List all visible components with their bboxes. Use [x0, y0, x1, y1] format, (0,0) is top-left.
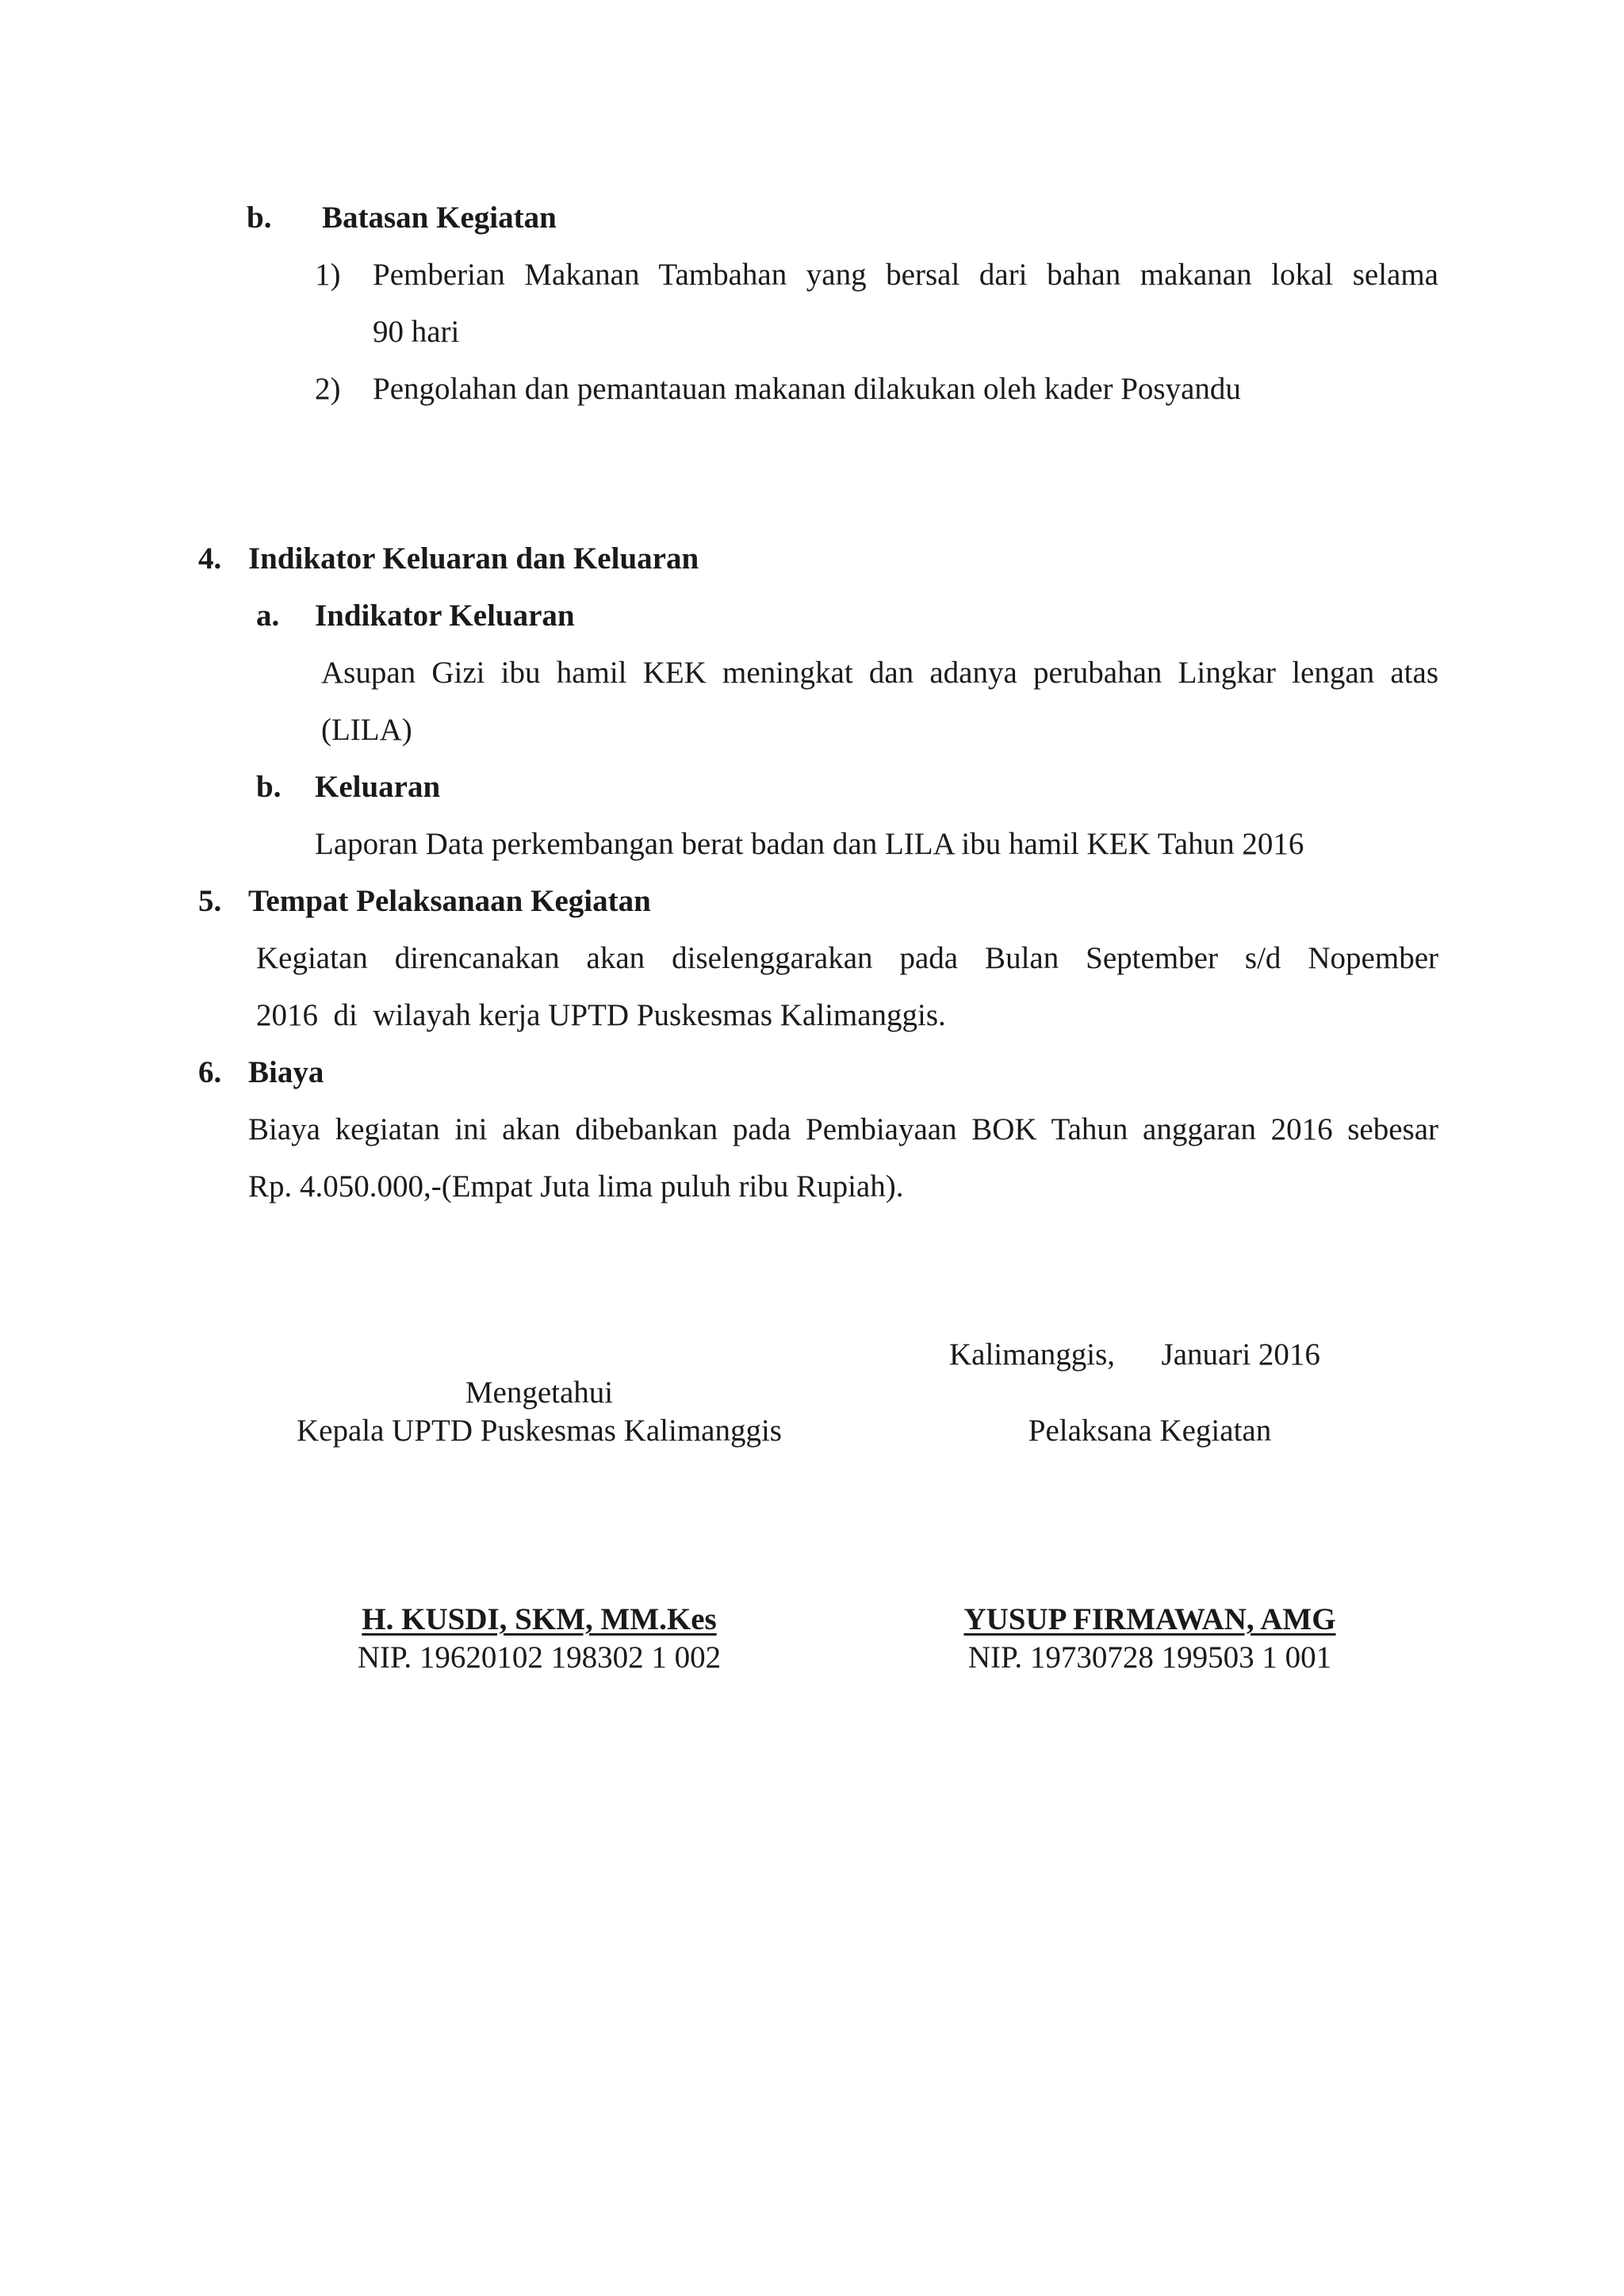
- right-signer-nip: NIP. 19730728 199503 1 001: [967, 1640, 1332, 1674]
- section-6-number: 6.: [198, 1055, 222, 1089]
- section-6-text-continued: Rp. 4.050.000,-(Empat Juta lima puluh ribu Rupiah).: [248, 1169, 904, 1203]
- list-item-number: 1): [315, 258, 341, 292]
- section-4a-text: Asupan Gizi ibu hamil KEK meningkat dan adanya perubahan Lingkar lengan atas: [321, 656, 1438, 690]
- section-4-title: Indikator Keluaran dan Keluaran: [248, 541, 699, 576]
- section-5-text-continued: 2016 di wilayah kerja UPTD Puskesmas Kalimanggis.: [256, 998, 946, 1032]
- left-signer-nip: NIP. 19620102 198302 1 002: [357, 1640, 722, 1674]
- list-item-number: 2): [315, 372, 341, 406]
- list-item-text: Pemberian Makanan Tambahan yang bersal dari bahan makanan lokal selama: [373, 258, 1438, 292]
- section-4-number: 4.: [198, 541, 222, 576]
- section-3b-marker: b.: [247, 201, 272, 235]
- place-date: Kalimanggis, Januari 2016: [949, 1337, 1320, 1372]
- section-4a-text-continued: (LILA): [321, 713, 412, 747]
- section-6-text: Biaya kegiatan ini akan dibebankan pada Pembiayaan BOK Tahun anggaran 2016 sebesar: [248, 1112, 1438, 1146]
- section-5-number: 5.: [198, 884, 222, 918]
- section-4b-title: Keluaran: [315, 770, 441, 804]
- list-item-text: Pengolahan dan pemantauan makanan dilakukan oleh kader Posyandu: [373, 372, 1241, 406]
- section-4a-marker: a.: [256, 599, 280, 633]
- section-4a-title: Indikator Keluaran: [315, 599, 575, 633]
- section-6-title: Biaya: [248, 1055, 324, 1089]
- right-signer-name-wrap: [936, 1600, 1364, 1640]
- section-3b-title: Batasan Kegiatan: [322, 201, 557, 235]
- section-4b-text: Laporan Data perkembangan berat badan dan LILA ibu hamil KEK Tahun 2016: [315, 827, 1304, 861]
- section-5-title: Tempat Pelaksanaan Kegiatan: [248, 884, 651, 918]
- left-signer-name: H. KUSDI, SKM, MM.Kes: [362, 1602, 717, 1636]
- section-4b-marker: b.: [256, 770, 282, 804]
- right-signer-position: Pelaksana Kegiatan: [1028, 1414, 1272, 1448]
- left-signer-name-wrap: [270, 1600, 809, 1640]
- list-item-text-continued: 90 hari: [373, 315, 460, 349]
- left-signer-position: Kepala UPTD Puskesmas Kalimanggis: [296, 1414, 782, 1448]
- section-5-text: Kegiatan direncanakan akan diselenggarakan pada Bulan September s/d Nopember: [256, 941, 1438, 975]
- right-signer-name: YUSUP FIRMAWAN, AMG: [963, 1602, 1336, 1636]
- left-signer-caption: Mengetahui: [465, 1376, 614, 1410]
